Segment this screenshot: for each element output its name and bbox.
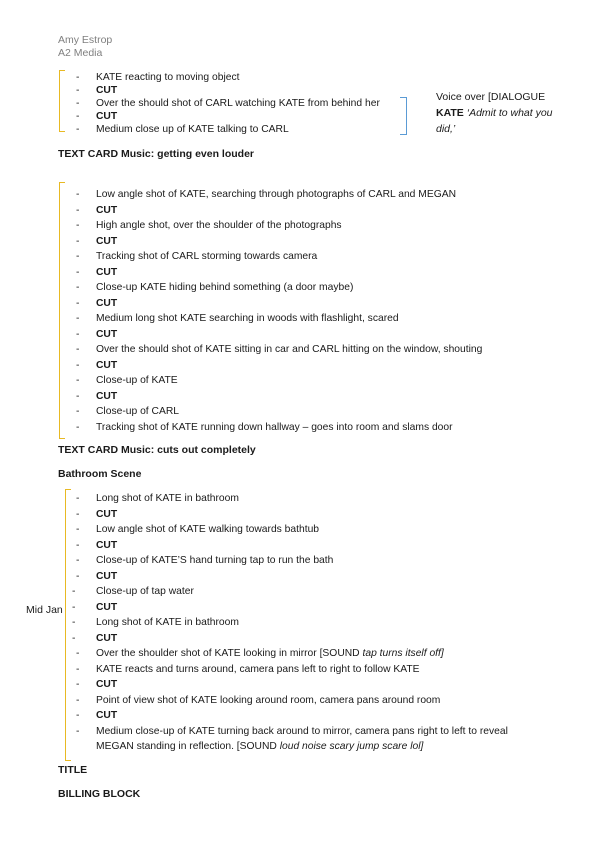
cut-label	[96, 709, 117, 722]
shot-description	[96, 250, 317, 263]
item-text: CUT	[96, 601, 118, 613]
cut-label	[96, 84, 117, 97]
text-card-2: TEXT CARD Music: cuts out completely	[58, 444, 256, 456]
shot-description	[96, 694, 440, 707]
voiceover-bracket	[400, 97, 407, 135]
cut-label	[96, 359, 117, 372]
shot-description	[96, 725, 508, 738]
item-text: KATE reacting to moving object	[96, 72, 240, 83]
section1-bracket	[59, 70, 65, 132]
list-dash: -	[72, 586, 76, 597]
item-text: Medium long shot KATE searching in woods with flashlight, scared	[96, 313, 399, 324]
cut-label	[96, 297, 117, 310]
list-dash: -	[72, 617, 76, 628]
item-text: CUT	[96, 508, 118, 520]
item-text: Long shot of KATE in bathroom	[96, 493, 239, 504]
sound-cue: tap turns itself off]	[362, 648, 444, 659]
item-text: Over the shoulder shot of KATE looking in mirror [SOUND	[96, 648, 363, 659]
list-dash: -	[76, 539, 80, 551]
list-dash: -	[76, 725, 80, 737]
list-dash: -	[76, 204, 80, 216]
cut-label	[96, 235, 117, 248]
list-dash: -	[76, 390, 80, 402]
shot-description	[96, 312, 399, 325]
voiceover-speaker: KATE	[436, 107, 464, 119]
list-dash: -	[76, 648, 80, 659]
voiceover-quote1: ‘Admit to what you	[466, 107, 553, 119]
item-text: CUT	[96, 632, 118, 644]
shot-description	[96, 616, 239, 629]
item-text: KATE reacts and turns around, camera pans left to right to follow KATE	[96, 663, 420, 675]
list-dash: -	[76, 189, 80, 200]
list-dash: -	[76, 97, 80, 109]
list-dash: -	[76, 694, 80, 706]
list-dash: -	[76, 123, 80, 135]
voiceover-quote2: did,’	[436, 123, 456, 135]
item-text: Point of view shot of KATE looking around room, camera pans around room	[96, 694, 441, 706]
item-text: CUT	[96, 110, 118, 122]
cut-label	[96, 508, 117, 521]
item-text: Close-up of KATE	[96, 375, 178, 386]
shot-description	[96, 492, 239, 505]
list-dash: -	[72, 632, 76, 644]
title-label: TITLE	[58, 764, 88, 776]
list-dash: -	[76, 679, 80, 690]
item-text: Low angle shot of KATE walking towards bathtub	[96, 524, 320, 535]
item-text: Medium close-up of KATE turning back around to mirror, camera pans right to left to reveal	[96, 725, 508, 737]
list-dash: -	[76, 266, 80, 278]
list-dash: -	[72, 601, 76, 613]
voiceover-note	[436, 89, 553, 137]
list-dash: -	[76, 297, 80, 309]
item-text: CUT	[96, 297, 118, 309]
voiceover-quote	[436, 105, 553, 121]
item-text: CUT	[96, 235, 118, 247]
cut-label	[96, 328, 117, 341]
billing-block-label: BILLING BLOCK	[58, 788, 141, 800]
list-dash: -	[76, 235, 80, 247]
list-dash: -	[76, 710, 80, 721]
cut-label	[96, 110, 117, 123]
list-dash: -	[76, 375, 80, 386]
list-dash: -	[76, 493, 80, 504]
list-dash: -	[76, 344, 80, 355]
list-dash: -	[76, 570, 80, 582]
course-name: A2 Media	[58, 47, 103, 59]
list-dash: -	[76, 508, 80, 520]
shot-description	[96, 663, 420, 676]
item-text: CUT	[96, 570, 118, 582]
cut-label	[96, 266, 117, 279]
item-text: Over the should shot of CARL watching KATE from behind her	[96, 97, 380, 109]
shot-description	[96, 585, 194, 598]
item-text: CUT	[96, 204, 118, 216]
list-dash: -	[76, 251, 80, 262]
list-dash: -	[76, 313, 80, 324]
item-text: Long shot of KATE in bathroom	[96, 617, 239, 628]
shot-description	[96, 219, 342, 232]
shot-description	[96, 405, 179, 418]
list-dash: -	[76, 84, 80, 96]
shot-description	[96, 374, 178, 387]
list-dash: -	[76, 663, 80, 675]
item-text: CUT	[96, 328, 118, 340]
item-text: CUT	[96, 390, 118, 402]
cut-label	[96, 390, 117, 403]
bathroom-heading: Bathroom Scene	[58, 468, 142, 480]
list-dash: -	[76, 328, 80, 340]
cut-label	[96, 204, 117, 217]
item-text: High angle shot, over the shoulder of the photographs	[96, 220, 342, 231]
item-text: Medium close up of KATE talking to CARL	[96, 123, 289, 135]
shot-description	[96, 97, 380, 110]
cut-label	[96, 601, 117, 614]
item-text: CUT	[96, 539, 118, 551]
section2-bracket	[59, 182, 65, 439]
text-card-1: TEXT CARD Music: getting even louder	[58, 148, 255, 160]
item-text: CUT	[96, 84, 118, 96]
author-name: Amy Estrop	[58, 34, 113, 46]
item-text: Close-up of KATE’S hand turning tap to run the bath	[96, 555, 334, 566]
shot-description	[96, 188, 456, 201]
cut-label	[96, 632, 117, 645]
item-text: CUT	[96, 679, 118, 690]
voiceover-line1: Voice over [DIALOGUE	[436, 91, 546, 103]
shot-description	[96, 123, 289, 136]
item-text: Close-up KATE hiding behind something (a door maybe)	[96, 282, 354, 293]
shot-description	[96, 647, 444, 660]
shot-description	[96, 281, 353, 294]
list-dash: -	[76, 282, 80, 293]
list-dash: -	[76, 220, 80, 231]
item-text: CUT	[96, 359, 118, 371]
shot-description	[96, 740, 423, 753]
item-text: CUT	[96, 266, 118, 278]
list-dash: -	[76, 72, 80, 83]
list-dash: -	[76, 406, 80, 417]
item-text: CUT	[96, 710, 118, 721]
sound-cue: loud noise scary jump scare lol]	[279, 741, 424, 752]
item-text: MEGAN standing in reflection. [SOUND	[96, 741, 280, 752]
item-text: Close-up of tap water	[96, 586, 194, 597]
list-dash: -	[76, 421, 80, 433]
shot-description	[96, 421, 453, 434]
list-dash: -	[76, 110, 80, 122]
item-text: Tracking shot of KATE running down hallway – goes into room and slams door	[96, 421, 453, 433]
list-dash: -	[76, 524, 80, 535]
item-text: Tracking shot of CARL storming towards camera	[96, 251, 318, 262]
list-dash: -	[76, 555, 80, 566]
shot-description	[96, 554, 333, 567]
shot-description	[96, 71, 239, 84]
shot-description	[96, 343, 482, 356]
shot-description	[96, 523, 319, 536]
item-text: Close-up of CARL	[96, 406, 179, 417]
side-label: Mid Jan	[26, 604, 63, 616]
list-dash: -	[76, 359, 80, 371]
section3-bracket	[65, 489, 71, 761]
cut-label	[96, 570, 117, 583]
item-text: Low angle shot of KATE, searching through photographs of CARL and MEGAN	[96, 189, 457, 200]
cut-label	[96, 678, 117, 691]
cut-label	[96, 539, 117, 552]
item-text: Over the should shot of KATE sitting in car and CARL hitting on the window, shouting	[96, 344, 483, 355]
